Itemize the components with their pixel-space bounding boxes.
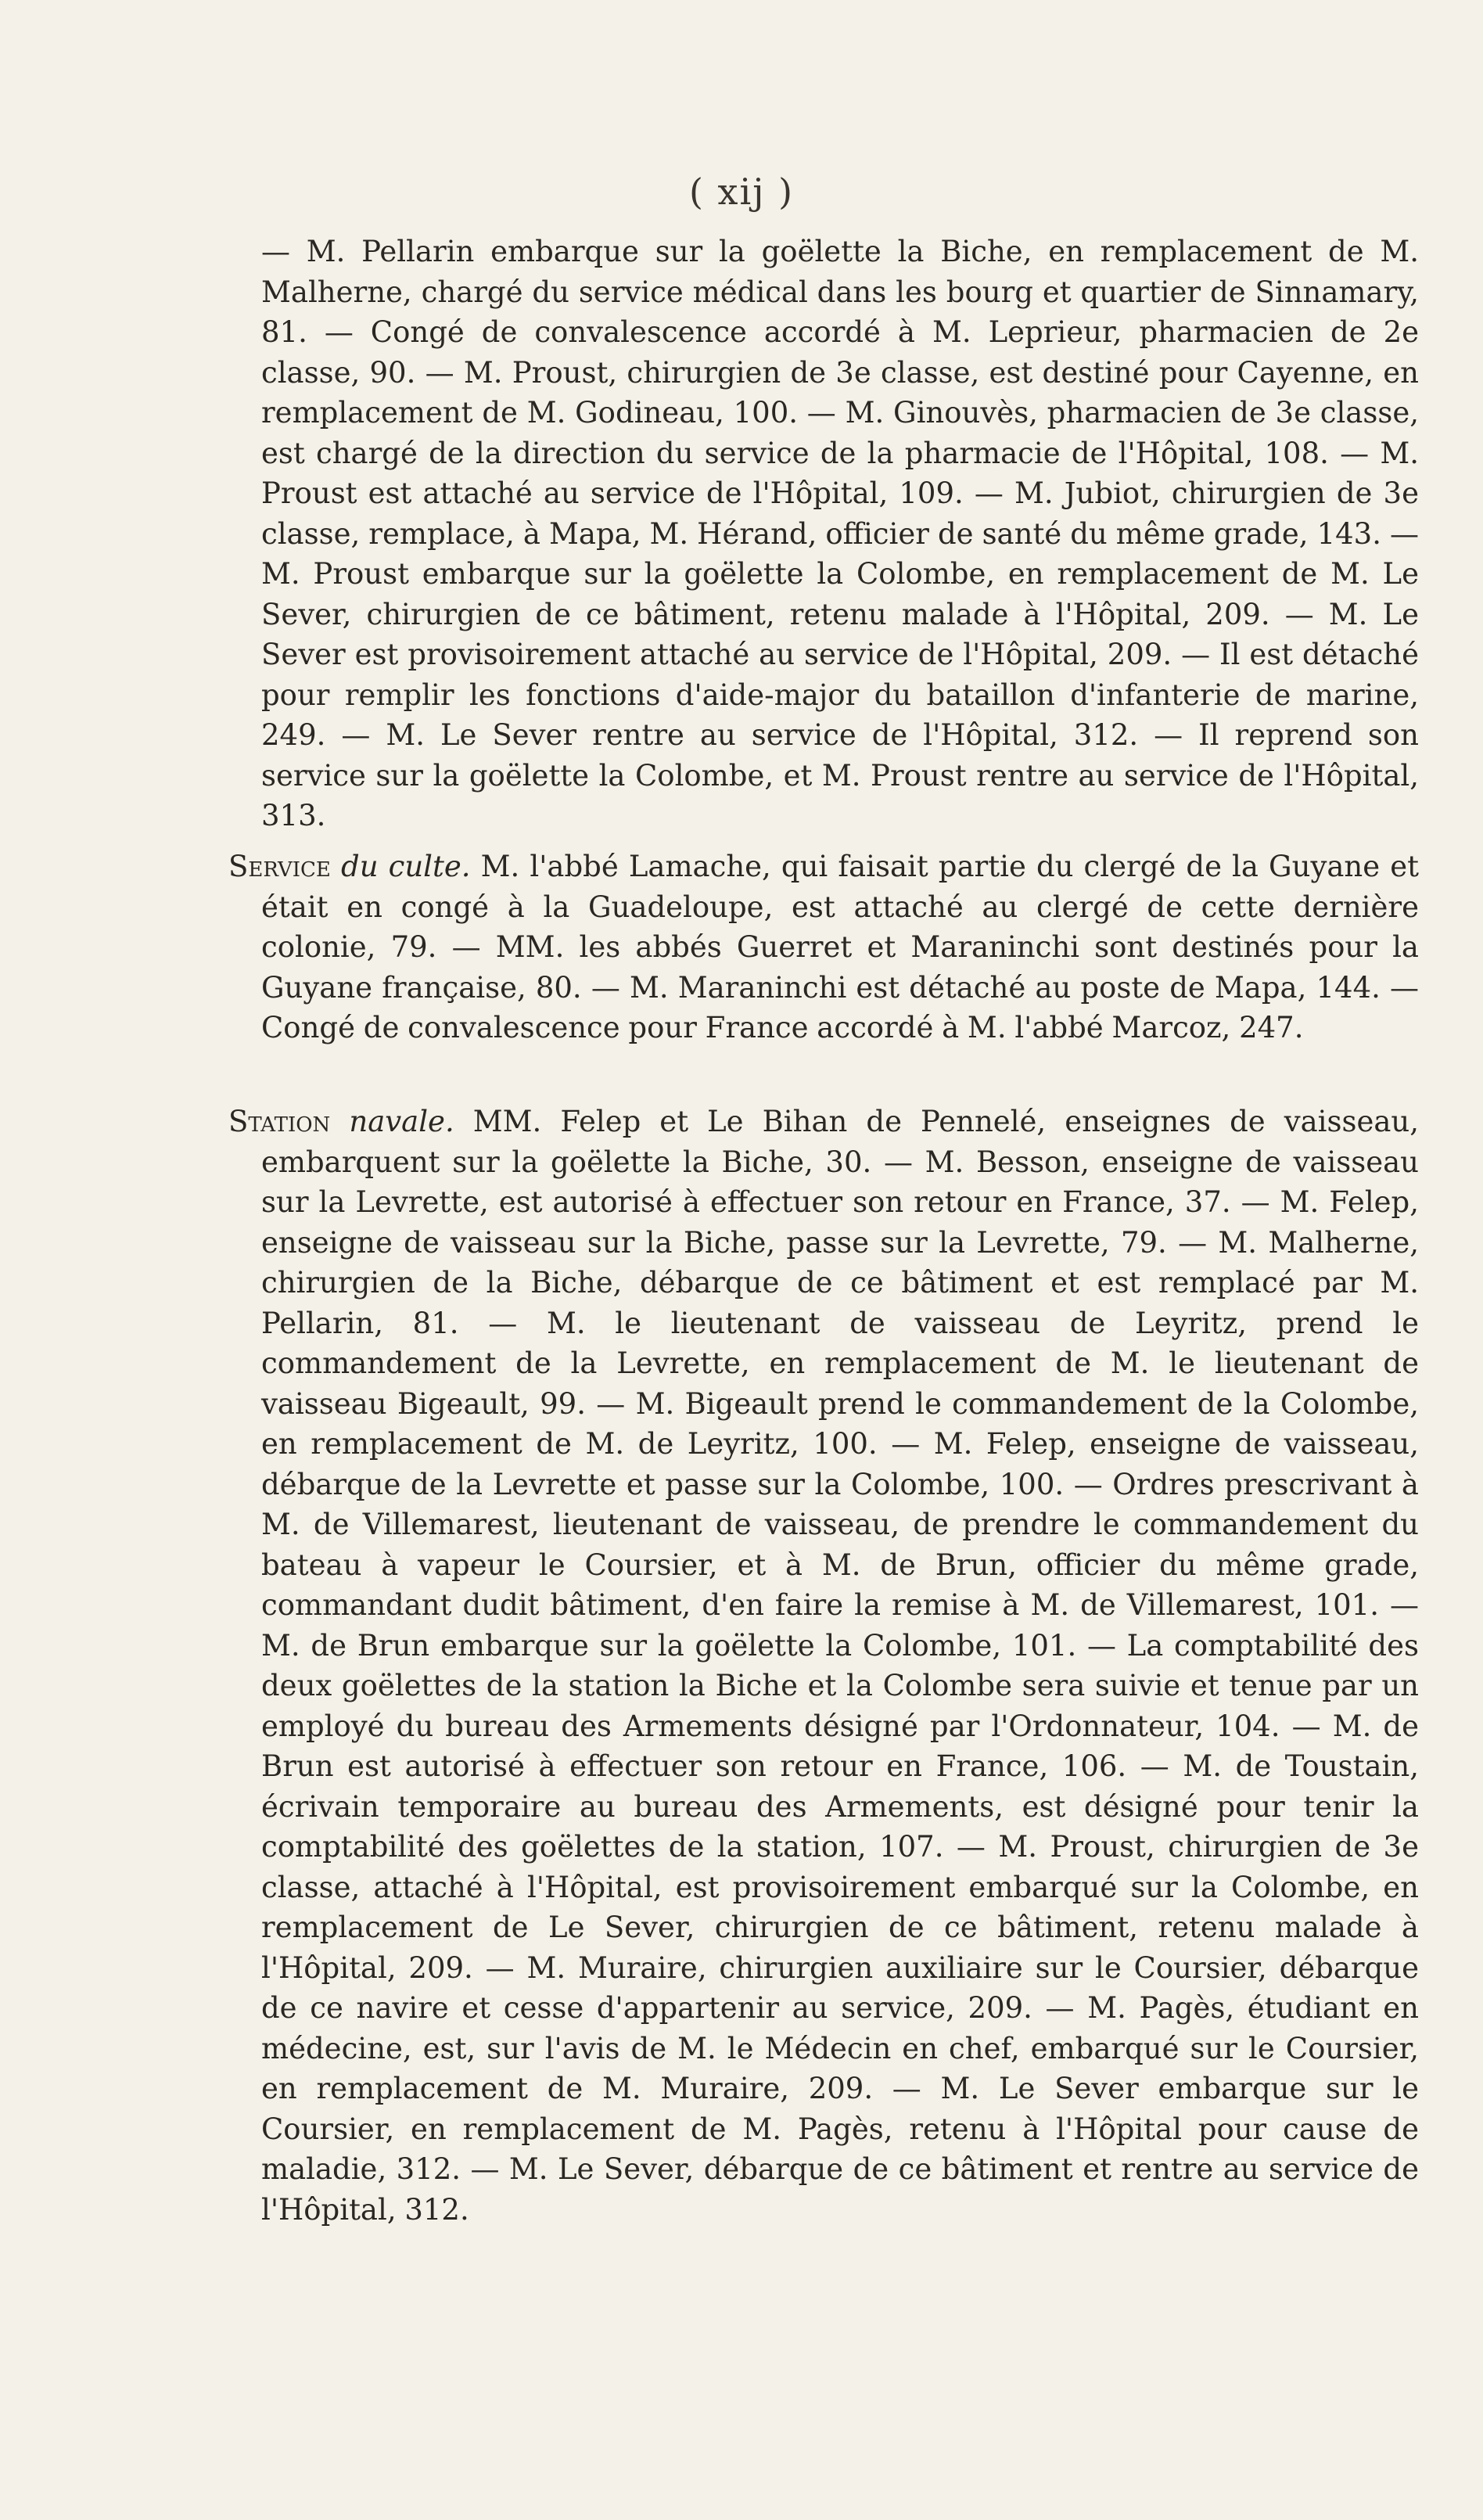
section-heading: Station (228, 1105, 331, 1138)
paragraph-text: M. l'abbé Lamache, qui faisait partie du clergé de la Guyane et était en congé à la Guadeloupe, est attaché au clergé de cette dernière colonie, 79. — MM. les abbés Guerret et Maraninchi sont destinés pour la Guyane française, 80. — M. Maraninchi est détaché au poste de Mapa, 144. — Congé de convalescence pour France accordé à M. l'abbé Marcoz, 247. (261, 850, 1419, 1044)
paragraph-medical-service (228, 232, 1419, 836)
section-heading-italic: navale. (349, 1105, 454, 1138)
paragraph-service-du-culte (228, 847, 1419, 1048)
page-number: ( xij ) (688, 171, 795, 213)
section-heading: Service (228, 850, 331, 883)
section-heading-italic: du culte. (341, 850, 471, 883)
paragraph-station-navale (228, 1102, 1419, 2230)
paragraph-text: — M. Pellarin embarque sur la goëlette la Biche, en remplacement de M. Malherne, chargé du service médical dans les bourg et quartier de Sinnamary, 81. — Congé de convalescence accordé à M. Leprieur, pharmacien de 2e classe, 90. — M. Proust, chirurgien de 3e classe, est destiné pour Cayenne, en remplacement de M. Godineau, 100. — M. Ginouvès, pharmacien de 3e classe, est chargé de la direction du service de la pharmacie de l'Hôpital, 108. — M. Proust est attaché au service de l'Hôpital, 109. — M. Jubiot, chirurgien de 3e classe, remplace, à Mapa, M. Hérand, officier de santé du même grade, 143. — M. Proust embarque sur la goëlette la Colombe, en remplacement de M. Le Sever, chirurgien de ce bâtiment, retenu malade à l'Hôpital, 209. — M. Le Sever est provisoirement attaché au service de l'Hôpital, 209. — Il est détaché pour remplir les fonctions d'aide-major du bataillon d'infanterie de marine, 249. — M. Le Sever rentre au service de l'Hôpital, 312. — Il reprend son service sur la goëlette la Colombe, et M. Proust rentre au service de l'Hôpital, 313. (261, 235, 1419, 832)
paragraph-text: MM. Felep et Le Bihan de Pennelé, enseignes de vaisseau, embarquent sur la goëlette la Biche, 30. — M. Besson, enseigne de vaisseau sur la Levrette, est autorisé à effectuer son retour en France, 37. — M. Felep, enseigne de vaisseau sur la Biche, passe sur la Levrette, 79. — M. Malherne, chirurgien de la Biche, débarque de ce bâtiment et est remplacé par M. Pellarin, 81. — M. le lieutenant de vaisseau de Leyritz, prend le commandement de la Levrette, en remplacement de M. le lieutenant de vaisseau Bigeault, 99. — M. Bigeault prend le commandement de la Colombe, en remplacement de M. de Leyritz, 100. — M. Felep, enseigne de vaisseau, débarque de la Levrette et passe sur la Colombe, 100. — Ordres prescrivant à M. de Villemarest, lieutenant de vaisseau, de prendre le commandement du bateau à vapeur le Coursier, et à M. de Brun, officier du même grade, commandant dudit bâtiment, d'en faire la remise à M. de Villemarest, 101. — M. de Brun embarque sur la goëlette la Colombe, 101. — La comptabilité des deux goëlettes de la station la Biche et la Colombe sera suivie et tenue par un employé du bureau des Armements désigné par l'Ordonnateur, 104. — M. de Brun est autorisé à effectuer son retour en France, 106. — M. de Toustain, écrivain temporaire au bureau des Armements, est désigné pour tenir la comptabilité des goëlettes de la station, 107. — M. Proust, chirurgien de 3e classe, attaché à l'Hôpital, est provisoirement embarqué sur la Colombe, en remplacement de Le Sever, chirurgien de ce bâtiment, retenu malade à l'Hôpital, 209. — M. Muraire, chirurgien auxiliaire sur le Coursier, débarque de ce navire et cesse d'appartenir au service, 209. — M. Pagès, étudiant en médecine, est, sur l'avis de M. le Médecin en chef, embarqué sur le Coursier, en remplacement de M. Muraire, 209. — M. Le Sever embarque sur le Coursier, en remplacement de M. Pagès, retenu à l'Hôpital pour cause de maladie, 312. — M. Le Sever, débarque de ce bâtiment et rentre au service de l'Hôpital, 312. (261, 1105, 1420, 2227)
